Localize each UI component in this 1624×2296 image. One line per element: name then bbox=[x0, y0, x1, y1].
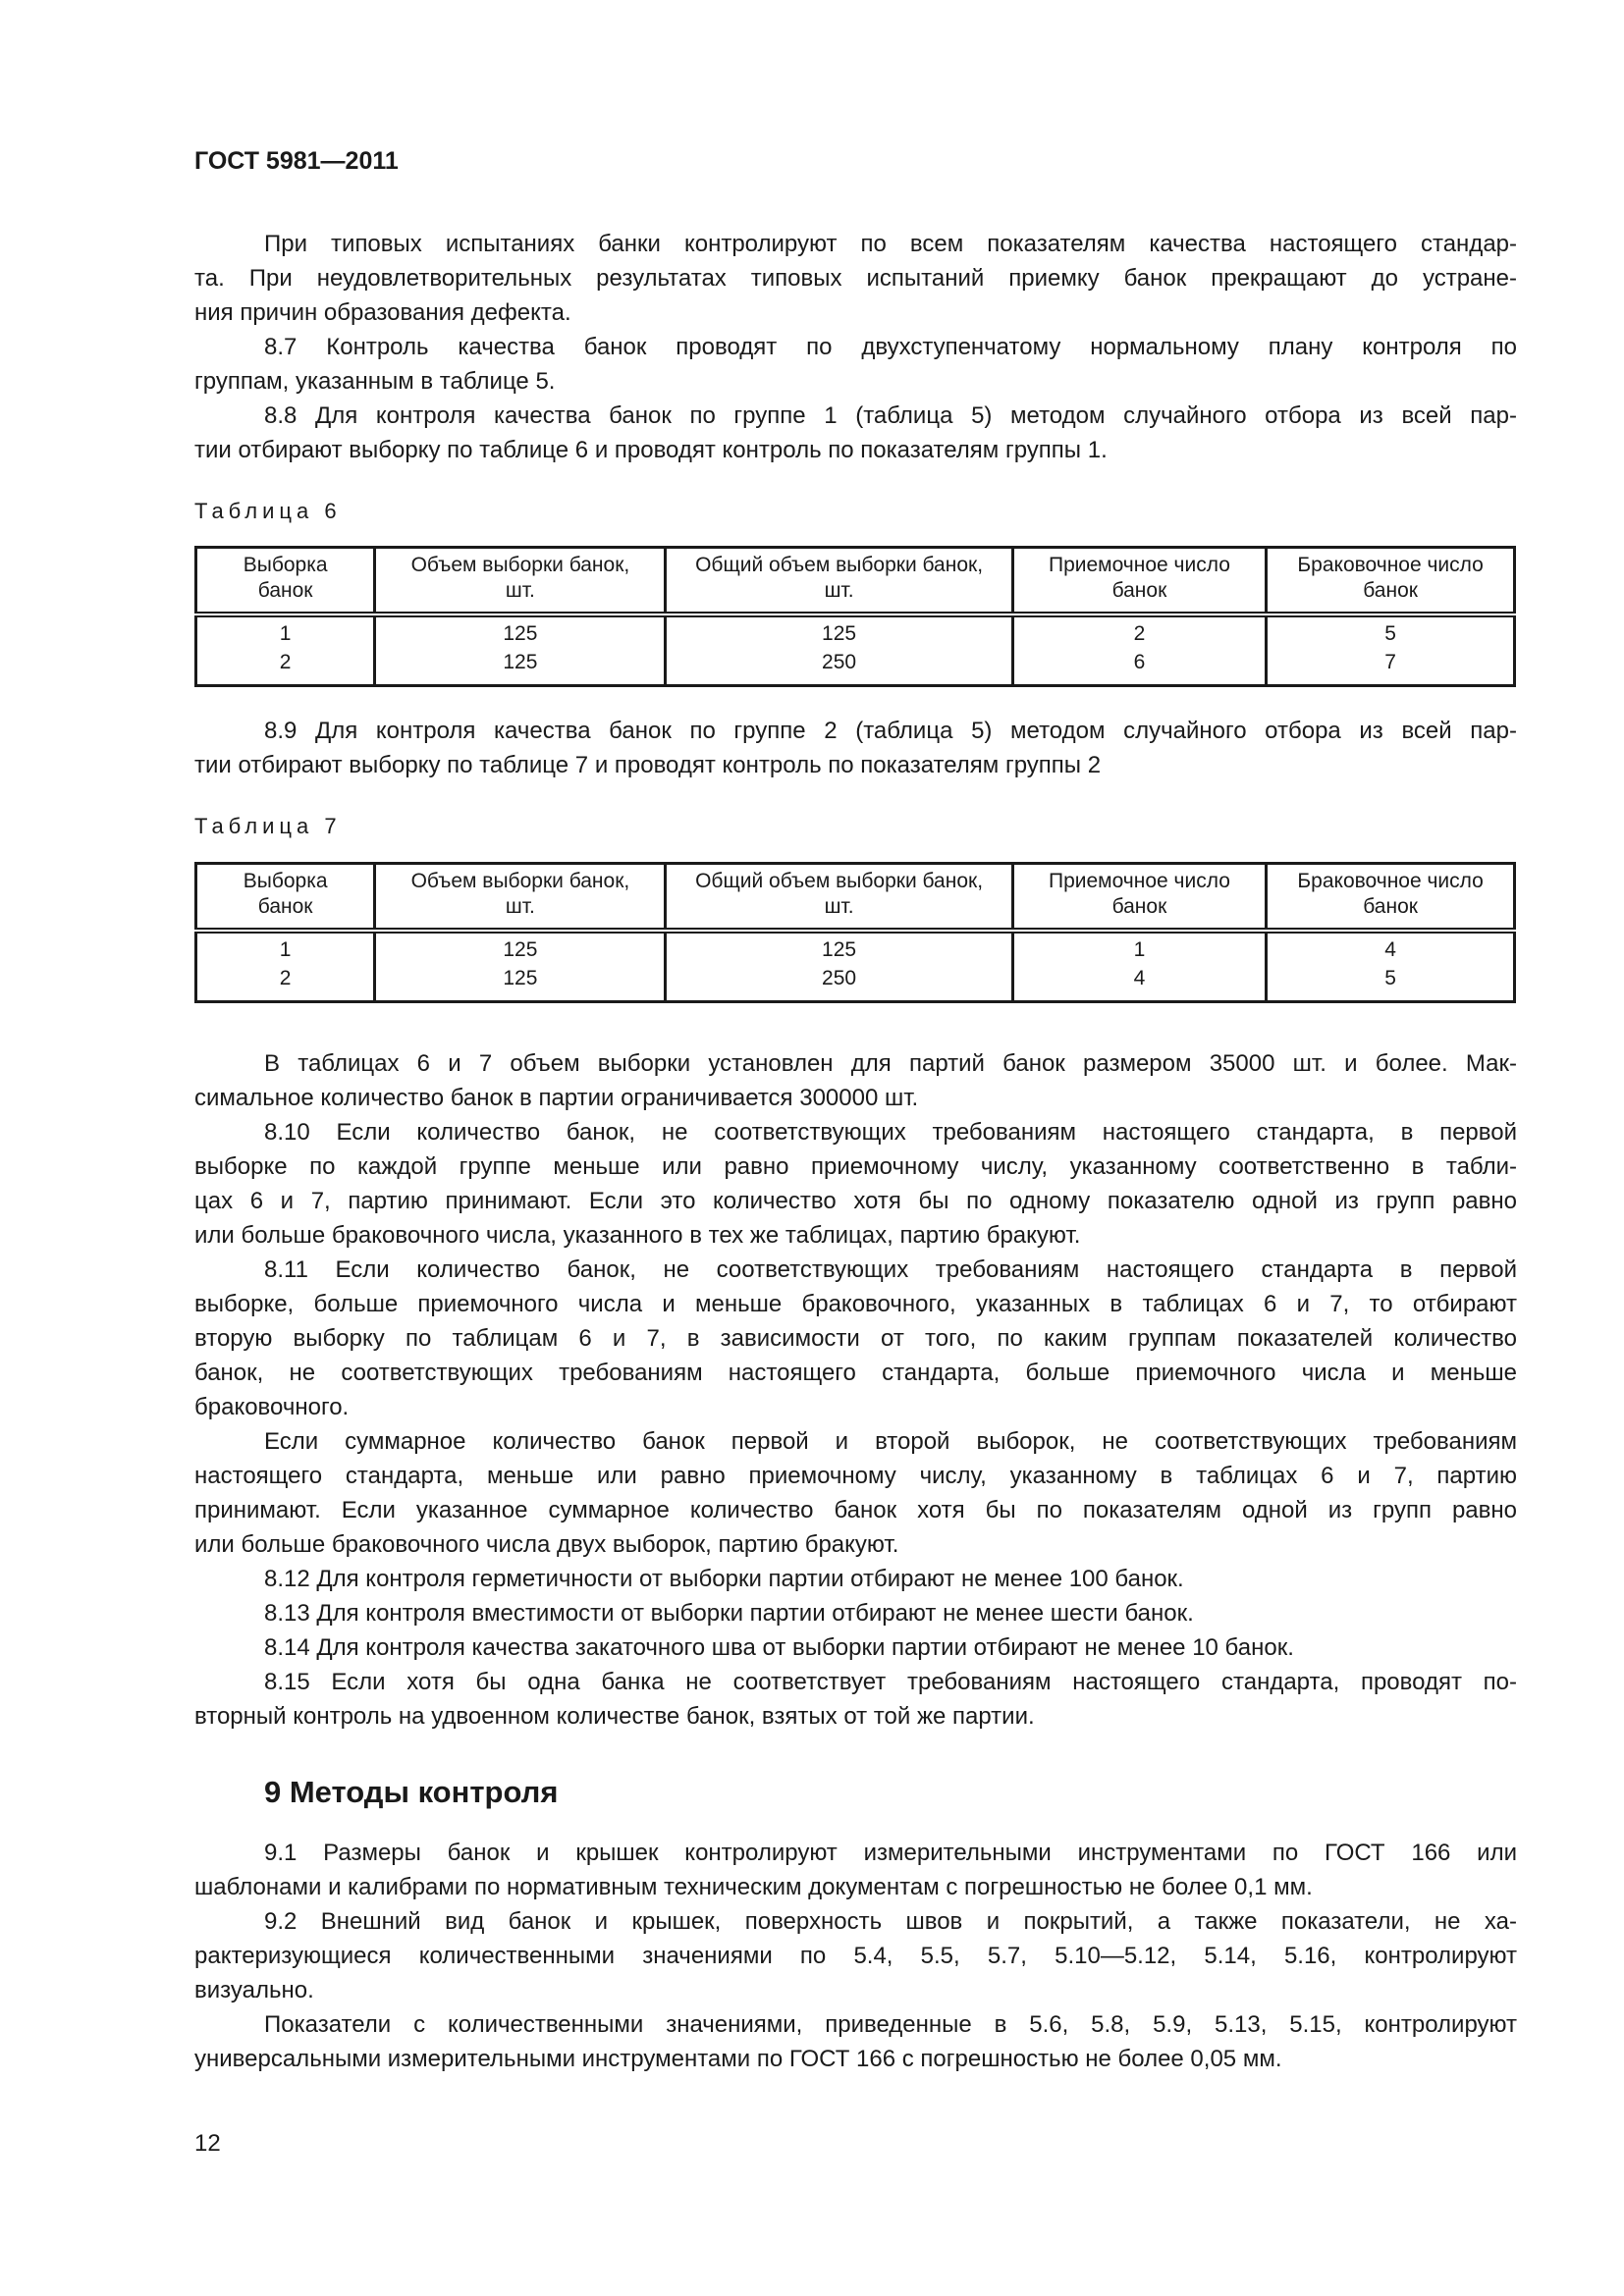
page-number: 12 bbox=[194, 2130, 221, 2157]
header-text: банок bbox=[1111, 895, 1167, 918]
table-body-row bbox=[196, 931, 1515, 1002]
paragraph-line: Если суммарное количество банок первой и второй выборок, не соответствующих требованиям bbox=[264, 1428, 1517, 1455]
paragraph-line: 8.9 Для контроля качества банок по группе 2 (таблица 5) методом случайного отбора из всей пар- bbox=[264, 718, 1517, 744]
paragraph-line: цах 6 и 7, партию принимают. Если это количество хотя бы по одному показателю одной из групп равно bbox=[194, 1188, 1517, 1214]
cell-value: 125 bbox=[822, 622, 857, 645]
header-text: Выборка bbox=[243, 870, 328, 892]
column-header bbox=[1267, 864, 1515, 932]
column-header bbox=[1267, 548, 1515, 615]
paragraph-line: шаблонами и калибрами по нормативным техническим документам с погрешностью не более 0,1 мм. bbox=[194, 1874, 1313, 1900]
paragraph-line: 8.10 Если количество банок, не соответствующих требованиям настоящего стандарта, в первой bbox=[264, 1119, 1517, 1146]
table7-label: Таблица 7 bbox=[194, 814, 342, 838]
text-block-2 bbox=[194, 714, 1517, 782]
paragraph-line: вторую выборку по таблицам 6 и 7, в зависимости от того, по каким группам показателей количество bbox=[194, 1325, 1517, 1352]
header-text: банок bbox=[1111, 579, 1167, 602]
header-text: Объем выборки банок, bbox=[410, 554, 630, 576]
header-text: банок bbox=[257, 895, 313, 918]
paragraph-line: рактеризующиеся количественными значениями по 5.4, 5.5, 5.7, 5.10—5.12, 5.14, 5.16, контролируют bbox=[194, 1943, 1517, 1969]
cell-value: 1 bbox=[1133, 938, 1146, 961]
header-text: банок bbox=[1363, 895, 1418, 918]
header-text: Браковочное число bbox=[1297, 554, 1484, 576]
table-cell bbox=[375, 931, 666, 1002]
paragraph-line: 8.15 Если хотя бы одна банка не соответствует требованиям настоящего стандарта, проводят по- bbox=[264, 1669, 1517, 1695]
table-header-row bbox=[196, 548, 1515, 615]
cell-value: 6 bbox=[1133, 651, 1146, 673]
text-block-4 bbox=[194, 1836, 1517, 2076]
header-text: Приемочное число bbox=[1048, 554, 1230, 576]
table-7 bbox=[194, 862, 1516, 1003]
header-text: шт. bbox=[824, 579, 854, 602]
column-header bbox=[375, 548, 666, 615]
header-text: банок bbox=[257, 579, 313, 602]
cell-value: 4 bbox=[1133, 967, 1146, 989]
paragraph-line: банок, не соответствующих требованиям настоящего стандарта, больше приемочного числа и меньше bbox=[194, 1360, 1517, 1386]
header-text: Выборка bbox=[243, 554, 328, 576]
table-cell bbox=[666, 931, 1012, 1002]
table-6 bbox=[194, 546, 1516, 687]
header-text: шт. bbox=[505, 895, 535, 918]
paragraph-line: 9.2 Внешний вид банок и крышек, поверхность швов и покрытий, а также показатели, не ха- bbox=[264, 1908, 1517, 1935]
paragraph-line: симальное количество банок в партии ограничивается 300000 шт. bbox=[194, 1085, 919, 1111]
cell-value: 4 bbox=[1384, 938, 1396, 961]
column-header bbox=[196, 864, 375, 932]
text-block-1 bbox=[194, 227, 1517, 467]
cell-value: 250 bbox=[822, 967, 857, 989]
paragraph-line: При типовых испытаниях банки контролируют по всем показателям качества настоящего стандар- bbox=[264, 231, 1517, 257]
header-text: шт. bbox=[505, 579, 535, 602]
column-header bbox=[196, 548, 375, 615]
header-text: банок bbox=[1363, 579, 1418, 602]
paragraph-line: В таблицах 6 и 7 объем выборки установлен для партий банок размером 35000 шт. и более. Мак- bbox=[264, 1050, 1517, 1077]
paragraph-line: тии отбирают выборку по таблице 7 и проводят контроль по показателям группы 2 bbox=[194, 752, 1102, 778]
column-header bbox=[375, 864, 666, 932]
paragraph-line: визуально. bbox=[194, 1977, 314, 2003]
column-header bbox=[666, 864, 1012, 932]
paragraph-line: универсальными измерительными инструментами по ГОСТ 166 с погрешностью не более 0,05 мм. bbox=[194, 2046, 1282, 2072]
header-text: Объем выборки банок, bbox=[410, 870, 630, 892]
header-text: Общий объем выборки банок, bbox=[695, 870, 984, 892]
table-cell bbox=[1267, 614, 1515, 686]
cell-value: 5 bbox=[1384, 967, 1396, 989]
paragraph-line: выборке, больше приемочного числа и меньше браковочного, указанных в таблицах 6 и 7, то отбирают bbox=[194, 1291, 1517, 1317]
text-block-3 bbox=[194, 1046, 1517, 1734]
document-header: ГОСТ 5981—2011 bbox=[194, 147, 399, 175]
paragraph-line: 8.12 Для контроля герметичности от выборки партии отбирают не менее 100 банок. bbox=[264, 1566, 1184, 1592]
cell-value: 125 bbox=[822, 938, 857, 961]
cell-value: 125 bbox=[503, 938, 538, 961]
cell-value: 2 bbox=[279, 651, 292, 673]
cell-value: 250 bbox=[822, 651, 857, 673]
cell-value: 1 bbox=[279, 938, 292, 961]
paragraph-line: 8.13 Для контроля вместимости от выборки партии отбирают не менее шести банок. bbox=[264, 1600, 1194, 1627]
table-cell bbox=[196, 614, 375, 686]
table-cell bbox=[666, 614, 1012, 686]
paragraph-line: принимают. Если указанное суммарное количество банок хотя бы по показателям одной из групп равно bbox=[194, 1497, 1517, 1523]
column-header bbox=[1012, 548, 1267, 615]
paragraph-line: тии отбирают выборку по таблице 6 и проводят контроль по показателям группы 1. bbox=[194, 437, 1108, 463]
cell-value: 125 bbox=[503, 622, 538, 645]
cell-value: 125 bbox=[503, 651, 538, 673]
header-text: Браковочное число bbox=[1297, 870, 1484, 892]
paragraph-line: или больше браковочного числа двух выборок, партию бракуют. bbox=[194, 1531, 899, 1558]
paragraph-line: настоящего стандарта, меньше или равно приемочному числу, указанному в таблицах 6 и 7, партию bbox=[194, 1463, 1517, 1489]
header-text: Общий объем выборки банок, bbox=[695, 554, 984, 576]
cell-value: 125 bbox=[503, 967, 538, 989]
paragraph-line: та. При неудовлетворительных результатах типовых испытаний приемку банок прекращают до устране- bbox=[194, 265, 1517, 292]
table-cell bbox=[375, 614, 666, 686]
paragraph-line: 9.1 Размеры банок и крышек контролируют измерительными инструментами по ГОСТ 166 или bbox=[264, 1840, 1517, 1866]
cell-value: 2 bbox=[279, 967, 292, 989]
table-header-row bbox=[196, 864, 1515, 932]
header-text: шт. bbox=[824, 895, 854, 918]
paragraph-line: группам, указанным в таблице 5. bbox=[194, 368, 556, 395]
paragraph-line: 8.14 Для контроля качества закаточного шва от выборки партии отбирают не менее 10 банок. bbox=[264, 1634, 1294, 1661]
table6-label: Таблица 6 bbox=[194, 499, 342, 523]
paragraph-line: браковочного. bbox=[194, 1394, 350, 1420]
cell-value: 7 bbox=[1384, 651, 1396, 673]
column-header bbox=[1012, 864, 1267, 932]
paragraph-line: Показатели с количественными значениями, приведенные в 5.6, 5.8, 5.9, 5.13, 5.15, контролируют bbox=[264, 2011, 1517, 2038]
paragraph-line: или больше браковочного числа, указанного в тех же таблицах, партию бракуют. bbox=[194, 1222, 1081, 1249]
paragraph-line: 8.11 Если количество банок, не соответствующих требованиям настоящего стандарта в первой bbox=[264, 1256, 1517, 1283]
paragraph-line: 8.8 Для контроля качества банок по группе 1 (таблица 5) методом случайного отбора из всей пар- bbox=[264, 402, 1517, 429]
table-body-row bbox=[196, 614, 1515, 686]
table-cell bbox=[196, 931, 375, 1002]
paragraph-line: выборке по каждой группе меньше или равно приемочному числу, указанному соответственно в табли- bbox=[194, 1153, 1517, 1180]
cell-value: 1 bbox=[279, 622, 292, 645]
column-header bbox=[666, 548, 1012, 615]
paragraph-line: ния причин образования дефекта. bbox=[194, 299, 571, 326]
paragraph-line: вторный контроль на удвоенном количестве банок, взятых от той же партии. bbox=[194, 1703, 1035, 1730]
table-cell bbox=[1012, 614, 1267, 686]
cell-value: 5 bbox=[1384, 622, 1396, 645]
header-text: Приемочное число bbox=[1048, 870, 1230, 892]
table-cell bbox=[1267, 931, 1515, 1002]
section-heading: 9 Методы контроля bbox=[264, 1775, 559, 1809]
table-cell bbox=[1012, 931, 1267, 1002]
cell-value: 2 bbox=[1133, 622, 1146, 645]
paragraph-line: 8.7 Контроль качества банок проводят по двухступенчатому нормальному плану контроля по bbox=[264, 334, 1517, 360]
